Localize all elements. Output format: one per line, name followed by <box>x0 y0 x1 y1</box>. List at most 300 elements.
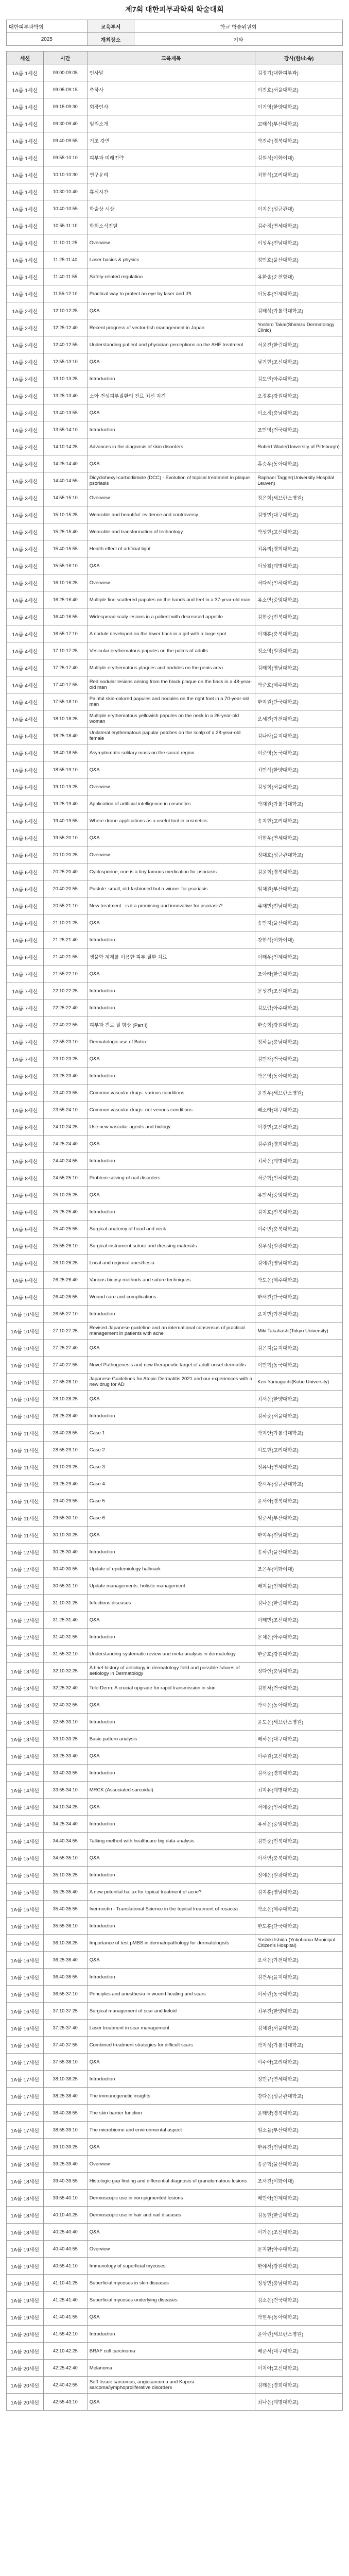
cell-session: 1A룸 16세션 <box>7 2037 44 2054</box>
cell-title: Update managements: holistic management <box>87 1578 255 1595</box>
cell-time: 30:40-30:55 <box>43 1561 87 1578</box>
header-title: 교육제목 <box>87 52 255 64</box>
table-row <box>7 1561 343 1578</box>
table-row <box>7 863 343 880</box>
cell-time: 41:10-41:25 <box>43 2275 87 2292</box>
cell-session: 1A룸 5세션 <box>7 812 44 829</box>
cell-session: 1A룸 8세션 <box>7 1101 44 1118</box>
cell-session: 1A룸 16세션 <box>7 1986 44 2003</box>
table-row <box>7 472 343 489</box>
cell-title: Introduction <box>87 931 255 948</box>
cell-title: Overview <box>87 2241 255 2258</box>
table-row <box>7 2309 343 2326</box>
cell-speaker: 박시윤(동아대학교) <box>255 1697 343 1714</box>
cell-session: 1A룸 5세션 <box>7 761 44 778</box>
cell-session: 1A룸 4세션 <box>7 693 44 710</box>
cell-speaker: 김민준(전북대학교) <box>255 1833 343 1850</box>
cell-title: Q&A <box>87 829 255 846</box>
cell-speaker: 이상철(계명대학교) <box>255 557 343 574</box>
cell-speaker: 이재훈(충북대학교) <box>255 625 343 642</box>
cell-time: 09:05-09:15 <box>43 81 87 98</box>
cell-time: 21:10-21:25 <box>43 914 87 931</box>
cell-speaker: 조아라(한림대학교) <box>255 965 343 982</box>
cell-title: The skin barrier function <box>87 2105 255 2122</box>
cell-session: 1A룸 6세션 <box>7 931 44 948</box>
cell-speaker: 정다인(충남대학교) <box>255 1663 343 1680</box>
cell-speaker: 홍승우(동아대학교) <box>255 455 343 472</box>
cell-title: MRCK (Associated sarcoidal) <box>87 1782 255 1799</box>
cell-speaker: 김보람(아주대학교) <box>255 999 343 1016</box>
table-row <box>7 2122 343 2139</box>
cell-session: 1A룸 20세션 <box>7 2360 44 2377</box>
cell-title: Surgical anatomy of head and neck <box>87 1221 255 1238</box>
table-row <box>7 268 343 285</box>
cell-title: Understanding patient and physician perceptions on the AHE treatment <box>87 336 255 353</box>
table-row <box>7 1918 343 1935</box>
cell-time: 22:25-22:40 <box>43 999 87 1016</box>
cell-time: 13:25-13:40 <box>43 387 87 404</box>
cell-time: 35:40-35:55 <box>43 1901 87 1918</box>
cell-time: 10:40-10:55 <box>43 200 87 217</box>
cell-session: 1A룸 14세션 <box>7 1799 44 1816</box>
cell-time: 24:40-24:55 <box>43 1153 87 1170</box>
cell-speaker: 정하늘(충남대학교) <box>255 1033 343 1050</box>
cell-title: Cyclosporine, one is a tiny famous medication for psoriasis <box>87 863 255 880</box>
cell-session: 1A룸 1세션 <box>7 183 44 200</box>
cell-time: 40:10-40:25 <box>43 2207 87 2224</box>
cell-time: 19:40-19:55 <box>43 812 87 829</box>
cell-time: 14:10-14:25 <box>43 438 87 455</box>
table-row <box>7 642 343 659</box>
cell-title: Introduction <box>87 1306 255 1323</box>
table-row <box>7 2343 343 2360</box>
cell-session: 1A룸 13세션 <box>7 1680 44 1697</box>
cell-speaker: 이현우(연세대학교) <box>255 829 343 846</box>
table-row <box>7 1697 343 1714</box>
cell-speaker: Ken Yamaguchi(Kobe University) <box>255 1374 343 1391</box>
cell-session: 1A룸 1세션 <box>7 285 44 302</box>
cell-time: 12:25-12:40 <box>43 319 87 336</box>
header-session: 세션 <box>7 52 44 64</box>
cell-speaker: 정민호(울산대학교) <box>255 251 343 268</box>
table-row <box>7 540 343 557</box>
table-row <box>7 2275 343 2292</box>
cell-title: Introduction <box>87 2326 255 2343</box>
table-row <box>7 2003 343 2020</box>
cell-time: 23:25-23:40 <box>43 1067 87 1084</box>
cell-title: Histologic gap finding and differential diagnosis of granulomatous lesions <box>87 2173 255 2190</box>
table-row <box>7 1067 343 1084</box>
cell-title: Case 4 <box>87 1476 255 1493</box>
cell-title: Q&A <box>87 1799 255 1816</box>
table-row <box>7 1646 343 1663</box>
cell-time: 36:25-36:40 <box>43 1952 87 1969</box>
cell-session: 1A룸 16세션 <box>7 1969 44 1986</box>
cell-session: 1A룸 7세션 <box>7 965 44 982</box>
table-row <box>7 2241 343 2258</box>
cell-title: Infectious diseases <box>87 1595 255 1612</box>
cell-session: 1A룸 10세션 <box>7 1357 44 1374</box>
table-row <box>7 1935 343 1952</box>
table-row <box>7 1884 343 1901</box>
cell-time: 35:55-36:10 <box>43 1918 87 1935</box>
cell-time: 28:25-28:40 <box>43 1408 87 1425</box>
table-row <box>7 1748 343 1765</box>
cell-session: 1A룸 8세션 <box>7 1067 44 1084</box>
cell-speaker: 송지현(고려대학교) <box>255 812 343 829</box>
table-row <box>7 1170 343 1187</box>
cell-session: 1A룸 10세션 <box>7 1391 44 1408</box>
cell-session: 1A룸 3세션 <box>7 540 44 557</box>
cell-time: 24:10-24:25 <box>43 1118 87 1136</box>
cell-session: 1A룸 9세션 <box>7 1238 44 1255</box>
cell-title: Introduction <box>87 999 255 1016</box>
cell-title: BRAF cell carcinoma <box>87 2343 255 2360</box>
table-row <box>7 2224 343 2241</box>
cell-speaker: 김동현(한림대학교) <box>255 2207 343 2224</box>
cell-speaker: 김지호(전북대학교) <box>255 1204 343 1221</box>
cell-time: 09:00-09:05 <box>43 64 87 81</box>
table-row <box>7 1425 343 1442</box>
cell-title: Q&A <box>87 1527 255 1544</box>
cell-time: 34:10-34:25 <box>43 1799 87 1816</box>
table-row <box>7 659 343 676</box>
table-row <box>7 982 343 999</box>
cell-speaker: 이성우(전남대학교) <box>255 234 343 251</box>
cell-session: 1A룸 11세션 <box>7 1510 44 1527</box>
cell-title: Understanding systematic review and meta-analysis in dermatology <box>87 1646 255 1663</box>
cell-time: 33:40-33:55 <box>43 1765 87 1782</box>
cell-session: 1A룸 10세션 <box>7 1306 44 1323</box>
cell-time: 19:55-20:10 <box>43 829 87 846</box>
table-row <box>7 1204 343 1221</box>
cell-title: Q&A <box>87 965 255 982</box>
cell-speaker: 최유리(경희대학교) <box>255 540 343 557</box>
cell-title: 피부과 진료 질 향상 (Part I) <box>87 1016 255 1033</box>
cell-time: 41:55-42:10 <box>43 2326 87 2343</box>
cell-time: 11:40-11:55 <box>43 268 87 285</box>
cell-session: 1A룸 17세션 <box>7 2139 44 2156</box>
cell-time: 31:55-32:10 <box>43 1646 87 1663</box>
table-row <box>7 778 343 795</box>
cell-session: 1A룸 8세션 <box>7 1170 44 1187</box>
cell-session: 1A룸 6세션 <box>7 880 44 897</box>
cell-speaker: 이수빈(충북대학교) <box>255 1221 343 1238</box>
cell-speaker: 강현석(이화여대) <box>255 931 343 948</box>
cell-title: Q&A <box>87 1187 255 1204</box>
cell-session: 1A룸 14세션 <box>7 1816 44 1833</box>
table-row <box>7 1833 343 1850</box>
cell-time: 40:40-40:55 <box>43 2241 87 2258</box>
cell-time: 34:40-34:55 <box>43 1833 87 1850</box>
cell-session: 1A룸 11세션 <box>7 1493 44 1510</box>
cell-time: 20:25-20:40 <box>43 863 87 880</box>
cell-session: 1A룸 9세션 <box>7 1255 44 1272</box>
cell-time: 33:10-33:25 <box>43 1731 87 1748</box>
cell-speaker: Miki Takahashi(Tokyo University) <box>255 1323 343 1340</box>
cell-time: 14:25-14:40 <box>43 455 87 472</box>
table-row <box>7 829 343 846</box>
table-row <box>7 2037 343 2054</box>
cell-time: 29:40-29:55 <box>43 1493 87 1510</box>
cell-session: 1A룸 2세션 <box>7 370 44 387</box>
cell-time: 09:55-10:10 <box>43 149 87 166</box>
cell-speaker: 김태성(가톨릭대학교) <box>255 302 343 319</box>
cell-session: 1A룸 11세션 <box>7 1442 44 1459</box>
cell-title: Advances in the diagnosis of skin disorders <box>87 438 255 455</box>
table-row <box>7 2207 343 2224</box>
table-row <box>7 897 343 914</box>
table-row <box>7 1578 343 1595</box>
table-row <box>7 1595 343 1612</box>
cell-session: 1A룸 14세션 <box>7 1748 44 1765</box>
cell-speaker: 최현석(고려대학교) <box>255 166 343 183</box>
cell-speaker: 김현서(건국대학교) <box>255 1680 343 1697</box>
cell-title: Superficial mycoses in skin diseases <box>87 2275 255 2292</box>
cell-speaker: 김수정(연세대학교) <box>255 217 343 234</box>
table-row <box>7 387 343 404</box>
cell-time: 18:55-19:10 <box>43 761 87 778</box>
table-row <box>7 370 343 387</box>
cell-session: 1A룸 19세션 <box>7 2241 44 2258</box>
cell-session: 1A룸 15세션 <box>7 1935 44 1952</box>
cell-title: A brief history of aetiology in dermatology field and possible futures of aetiology in Dermatology <box>87 1663 255 1680</box>
cell-speaker: 이진호(서울대학교) <box>255 81 343 98</box>
cell-title: The immunogenetic insights <box>87 2088 255 2105</box>
cell-speaker: 김도언(아주대학교) <box>255 370 343 387</box>
cell-time: 21:55-22:10 <box>43 965 87 982</box>
cell-speaker: Raphael Tagger(University Hospital Leuven) <box>255 472 343 489</box>
table-row <box>7 1969 343 1986</box>
cell-title: Asymptomatic solitary mass on the sacral region <box>87 744 255 761</box>
cell-session: 1A룸 11세션 <box>7 1425 44 1442</box>
cell-title: 학술상 시상 <box>87 200 255 217</box>
table-row <box>7 2054 343 2071</box>
cell-time: 39:55-40:10 <box>43 2190 87 2207</box>
table-row <box>7 1033 343 1050</box>
cell-title: A new potential hallux for topical treatment of acne? <box>87 1884 255 1901</box>
cell-speaker: 이도현(고려대학교) <box>255 1442 343 1459</box>
cell-time: 25:25-25:40 <box>43 1204 87 1221</box>
table-row <box>7 1272 343 1289</box>
table-row <box>7 98 343 115</box>
cell-title: Introduction <box>87 1067 255 1084</box>
cell-speaker: 한승희(강원대학교) <box>255 1016 343 1033</box>
cell-session: 1A룸 1세션 <box>7 81 44 98</box>
header-time: 시간 <box>43 52 87 64</box>
cell-title: Wearable and beautiful: evidence and controversy <box>87 506 255 523</box>
cell-session: 1A룸 17세션 <box>7 2105 44 2122</box>
cell-title: 인사말 <box>87 64 255 81</box>
cell-time: 39:10-39:25 <box>43 2139 87 2156</box>
cell-speaker: 문지환(아주대학교) <box>255 2241 343 2258</box>
cell-title: Multiple erythematous yellowish papules on the neck in a 26-year-old woman <box>87 710 255 727</box>
cell-time: 27:40-27:55 <box>43 1357 87 1374</box>
cell-speaker: 문채은(아주대학교) <box>255 1629 343 1646</box>
cell-speaker <box>255 183 343 200</box>
cell-title: Introduction <box>87 2071 255 2088</box>
table-row <box>7 744 343 761</box>
table-row <box>7 455 343 472</box>
cell-session: 1A룸 9세션 <box>7 1187 44 1204</box>
cell-session: 1A룸 1세션 <box>7 268 44 285</box>
table-row <box>7 812 343 829</box>
cell-time: 39:40-39:55 <box>43 2173 87 2190</box>
cell-title: Safety-related regulation <box>87 268 255 285</box>
cell-title: Dicyclohexyl-carbodiimide (DCC) - Evolution of topical treatment in plaque psoriasis <box>87 472 255 489</box>
info-label-3: 2025 <box>7 33 88 46</box>
cell-speaker: 최하은(계명대학교) <box>255 1153 343 1170</box>
cell-time: 35:10-35:25 <box>43 1867 87 1884</box>
cell-time: 27:55-28:10 <box>43 1374 87 1391</box>
cell-speaker: 송하린(울산대학교) <box>255 1544 343 1561</box>
cell-session: 1A룸 10세션 <box>7 1374 44 1391</box>
table-row <box>7 1493 343 1510</box>
table-row <box>7 846 343 863</box>
cell-time: 38:55-39:10 <box>43 2122 87 2139</box>
cell-session: 1A룸 8세션 <box>7 1153 44 1170</box>
table-row <box>7 1118 343 1136</box>
cell-speaker: 박준호(제주대학교) <box>255 676 343 693</box>
cell-session: 1A룸 4세션 <box>7 710 44 727</box>
cell-session: 1A룸 20세션 <box>7 2377 44 2394</box>
cell-speaker: 김건우(을지대학교) <box>255 1969 343 1986</box>
table-row <box>7 693 343 710</box>
cell-speaker: 정대호(성균관대학교) <box>255 846 343 863</box>
cell-time: 19:10-19:25 <box>43 778 87 795</box>
table-row <box>7 353 343 370</box>
table-row <box>7 931 343 948</box>
cell-session: 1A룸 1세션 <box>7 166 44 183</box>
table-row <box>7 217 343 234</box>
cell-session: 1A룸 17세션 <box>7 2088 44 2105</box>
cell-speaker: 배지율(인제대학교) <box>255 1578 343 1595</box>
cell-speaker: 오서윤(가천대학교) <box>255 1952 343 1969</box>
cell-time: 22:40-22:55 <box>43 1016 87 1033</box>
cell-time: 41:25-41:40 <box>43 2292 87 2309</box>
table-row <box>7 234 343 251</box>
cell-session: 1A룸 1세션 <box>7 115 44 132</box>
cell-session: 1A룸 19세션 <box>7 2258 44 2275</box>
cell-title: Q&A <box>87 353 255 370</box>
cell-speaker: 문성진(조선대학교) <box>255 982 343 999</box>
cell-session: 1A룸 13세션 <box>7 1646 44 1663</box>
cell-session: 1A룸 3세션 <box>7 574 44 591</box>
cell-title: Q&A <box>87 1050 255 1067</box>
cell-title: Soft tissue sarcomas, angiosarcoma and Kaposi sarcoma/lymphoproliferative disorders <box>87 2377 255 2394</box>
cell-time: 30:10-30:25 <box>43 1527 87 1544</box>
cell-speaker: 한예서(강원대학교) <box>255 2258 343 2275</box>
cell-speaker: 김태희(영남대학교) <box>255 659 343 676</box>
cell-session: 1A룸 16세션 <box>7 2003 44 2020</box>
cell-time: 37:10-37:25 <box>43 2003 87 2020</box>
cell-speaker: 한유진(전남대학교) <box>255 2139 343 2156</box>
cell-time: 18:25-18:40 <box>43 727 87 744</box>
cell-speaker: 김윤희(경북대학교) <box>255 863 343 880</box>
cell-title: Tele-Derm: A crucial upgrade for rapid transmission in skin <box>87 1680 255 1697</box>
cell-title: Melanoma <box>87 2360 255 2377</box>
cell-speaker: 정은희(세브란스병원) <box>255 489 343 506</box>
cell-speaker: 최나은(계명대학교) <box>255 2394 343 2411</box>
cell-title: Common vascular drugs: not venous conditions <box>87 1101 255 1118</box>
cell-title: Q&A <box>87 1697 255 1714</box>
cell-session: 1A룸 11세션 <box>7 1527 44 1544</box>
cell-speaker: 최민석(한양대학교) <box>255 761 343 778</box>
cell-session: 1A룸 9세션 <box>7 1272 44 1289</box>
cell-title: Case 1 <box>87 1425 255 1442</box>
cell-speaker: 김서준(경희대학교) <box>255 1765 343 1782</box>
cell-title: Talking method with healthcare big data analysis <box>87 1833 255 1850</box>
cell-session: 1A룸 3세션 <box>7 557 44 574</box>
table-row <box>7 1340 343 1357</box>
cell-speaker: 최우진(한양대학교) <box>255 2003 343 2020</box>
cell-session: 1A룸 20세션 <box>7 2343 44 2360</box>
cell-session: 1A룸 9세션 <box>7 1221 44 1238</box>
cell-session: 1A룸 18세션 <box>7 2190 44 2207</box>
cell-session: 1A룸 1세션 <box>7 217 44 234</box>
cell-time: 35:25-35:40 <box>43 1884 87 1901</box>
table-row <box>7 1136 343 1153</box>
cell-session: 1A룸 6세션 <box>7 948 44 965</box>
table-row <box>7 1782 343 1799</box>
table-row <box>7 1289 343 1306</box>
cell-session: 1A룸 3세션 <box>7 506 44 523</box>
cell-title: Introduction <box>87 982 255 999</box>
cell-speaker: 박진수(경북대학교) <box>255 132 343 149</box>
cell-session: 1A룸 20세션 <box>7 2326 44 2343</box>
cell-speaker: 김하준(서울대학교) <box>255 1408 343 1425</box>
cell-session: 1A룸 5세션 <box>7 727 44 744</box>
cell-session: 1A룸 13세션 <box>7 1714 44 1731</box>
cell-time: 12:40-12:55 <box>43 336 87 353</box>
schedule-header-row <box>7 52 343 64</box>
cell-title: Laser treatment in scar management <box>87 2020 255 2037</box>
table-row <box>7 166 343 183</box>
cell-title: A nodule developed on the lower back in a girl with a large spot <box>87 625 255 642</box>
cell-session: 1A룸 5세션 <box>7 795 44 812</box>
cell-title: 축하사 <box>87 81 255 98</box>
cell-speaker: 이태민(조선대학교) <box>255 1612 343 1629</box>
cell-title: Q&A <box>87 404 255 421</box>
cell-title: Vesicular erythematous papules on the palms of adults <box>87 642 255 659</box>
cell-session: 1A룸 13세션 <box>7 1731 44 1748</box>
cell-title: Case 2 <box>87 1442 255 1459</box>
cell-time: 28:40-28:55 <box>43 1425 87 1442</box>
cell-title: 소아 건성피부질환의 진료 최신 지견 <box>87 387 255 404</box>
table-row <box>7 1663 343 1680</box>
table-row <box>7 2088 343 2105</box>
cell-time: 32:40-32:55 <box>43 1697 87 1714</box>
cell-session: 1A룸 16세션 <box>7 2020 44 2037</box>
cell-session: 1A룸 19세션 <box>7 2309 44 2326</box>
cell-title: Introduction <box>87 1204 255 1221</box>
cell-time: 14:55-15:10 <box>43 489 87 506</box>
cell-session: 1A룸 1세션 <box>7 234 44 251</box>
cell-title: Basic pattern analysis <box>87 1731 255 1748</box>
cell-speaker: 김나윤(한림대학교) <box>255 1595 343 1612</box>
table-row <box>7 1816 343 1833</box>
cell-time: 19:25-19:40 <box>43 795 87 812</box>
schedule-body <box>7 64 343 2411</box>
cell-title: Multiple erythematous plaques and nodules on the penis area <box>87 659 255 676</box>
cell-session: 1A룸 15세션 <box>7 1850 44 1867</box>
table-row <box>7 115 343 132</box>
cell-time: 34:55-35:10 <box>43 1850 87 1867</box>
cell-title: Practical way to protect an eye by laser and IPL <box>87 285 255 302</box>
cell-time: 16:25-16:40 <box>43 591 87 608</box>
cell-time: 16:55-17:10 <box>43 625 87 642</box>
cell-speaker: 이태우(인제대학교) <box>255 948 343 965</box>
